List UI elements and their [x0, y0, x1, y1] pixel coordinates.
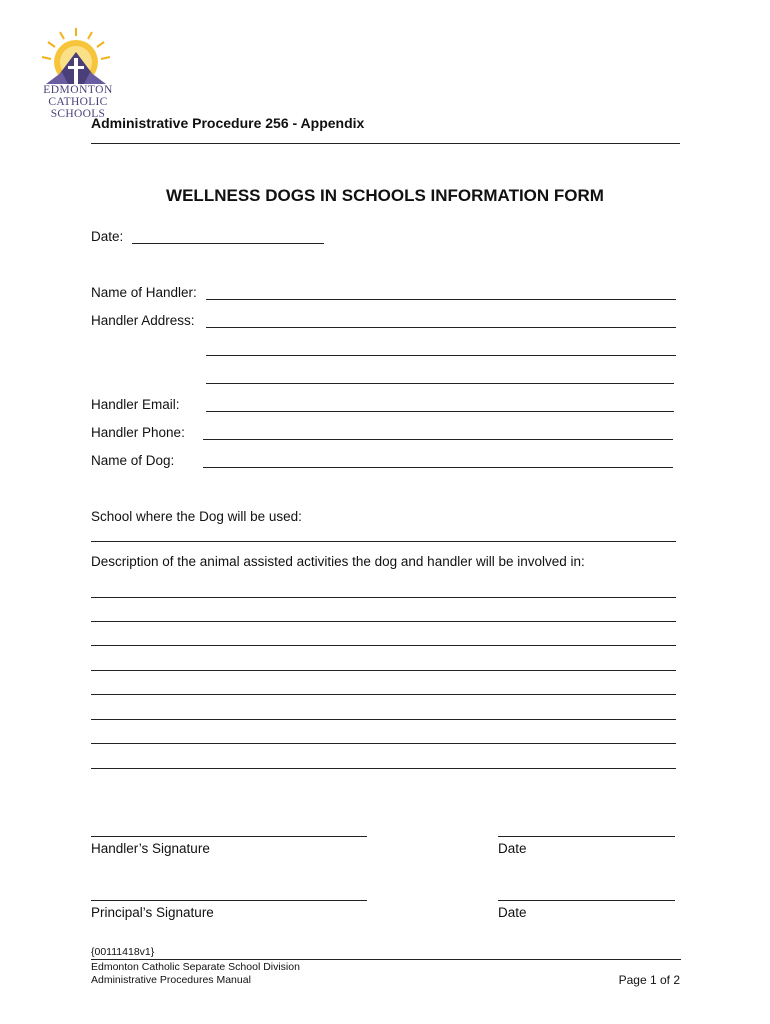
handler-phone-field[interactable] — [203, 439, 673, 440]
handler-signature-field[interactable] — [91, 836, 367, 837]
description-field-line[interactable] — [91, 694, 676, 695]
principal-signature-label: Principal’s Signature — [91, 905, 214, 920]
logo-org-line2: CATHOLIC SCHOOLS — [48, 96, 108, 120]
handler-email-label: Handler Email: — [91, 397, 180, 412]
description-field-line[interactable] — [91, 743, 676, 744]
description-field-line[interactable] — [91, 719, 676, 720]
page-number: Page 1 of 2 — [618, 973, 680, 987]
handler-address-label: Handler Address: — [91, 313, 195, 328]
description-field-line[interactable] — [91, 621, 676, 622]
document-id: {00111418v1} — [91, 946, 155, 958]
school-field[interactable] — [91, 541, 676, 542]
description-field-line[interactable] — [91, 670, 676, 671]
handler-phone-label: Handler Phone: — [91, 425, 185, 440]
handler-signature-label: Handler’s Signature — [91, 841, 210, 856]
principal-date-field[interactable] — [498, 900, 675, 901]
handler-address-field-line1[interactable] — [206, 327, 676, 328]
form-title: WELLNESS DOGS IN SCHOOLS INFORMATION FORM — [166, 186, 604, 205]
handler-address-field-line3[interactable] — [206, 383, 674, 384]
handler-date-field[interactable] — [498, 836, 675, 837]
description-label: Description of the animal assisted activities the dog and handler will be involved in: — [91, 554, 585, 569]
description-field-line[interactable] — [91, 645, 676, 646]
handler-name-field[interactable] — [206, 299, 676, 300]
footer-divider — [91, 959, 681, 960]
header-divider — [91, 143, 680, 144]
handler-address-field-line2[interactable] — [206, 355, 676, 356]
handler-name-label: Name of Handler: — [91, 285, 197, 300]
logo-org-line1: EDMONTON — [43, 84, 113, 96]
school-label: School where the Dog will be used: — [91, 509, 302, 524]
footer-manual-name: Administrative Procedures Manual — [91, 974, 251, 986]
handler-email-field[interactable] — [206, 411, 674, 412]
description-field-line[interactable] — [91, 597, 676, 598]
procedure-title: Administrative Procedure 256 - Appendix — [91, 115, 365, 131]
handler-date-label: Date — [498, 841, 527, 856]
principal-signature-field[interactable] — [91, 900, 367, 901]
dog-name-field[interactable] — [203, 467, 673, 468]
dog-name-label: Name of Dog: — [91, 453, 175, 468]
footer-org-name: Edmonton Catholic Separate School Division — [91, 961, 300, 973]
date-field[interactable] — [132, 243, 324, 244]
description-field-line[interactable] — [91, 768, 676, 769]
date-label: Date: — [91, 229, 124, 244]
principal-date-label: Date — [498, 905, 527, 920]
